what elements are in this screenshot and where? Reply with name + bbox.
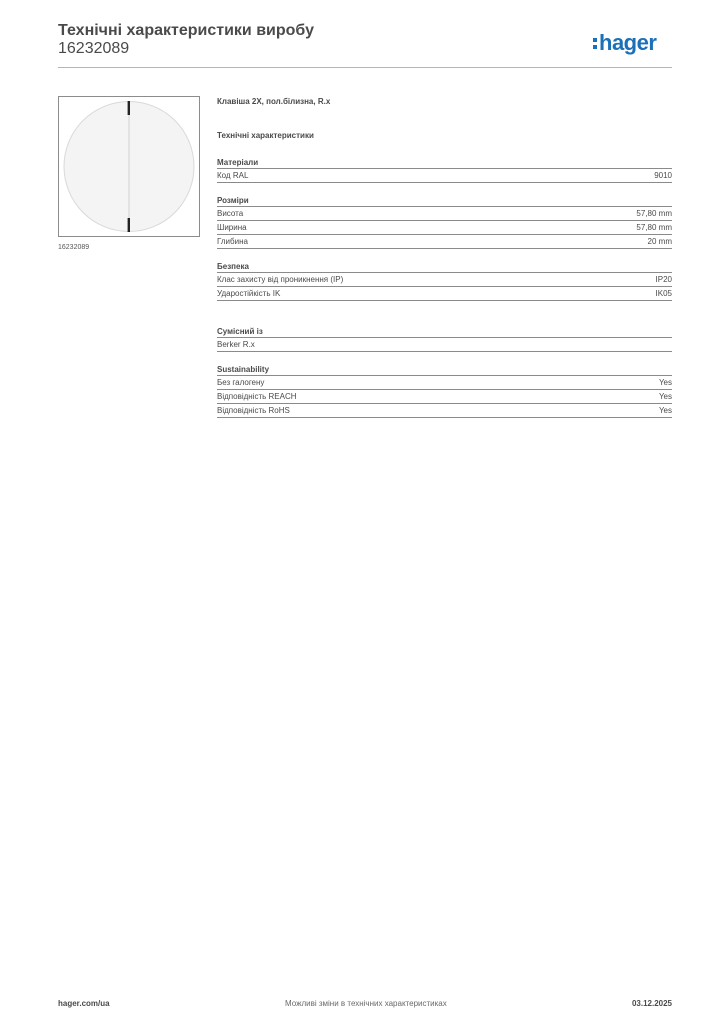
spec-label: Клас захисту від проникнення (IP) (217, 275, 344, 284)
spec-value: 9010 (654, 171, 672, 180)
spec-value: IP20 (655, 275, 672, 284)
spec-value: Yes (658, 378, 672, 387)
spec-label: Ударостійкість IK (217, 289, 281, 298)
spec-label: Глибина (217, 237, 248, 246)
spec-label: Без галогену (217, 378, 265, 387)
logo-mark-icon (593, 38, 597, 49)
logo-text: hager (599, 30, 657, 55)
spec-panel (217, 96, 672, 430)
image-caption: 16232089 (58, 244, 90, 251)
spec-label: Berker R.x (217, 340, 255, 349)
spec-label: Відповідність RoHS (217, 406, 290, 415)
spec-row (217, 273, 672, 287)
section-title: Sustainability (217, 364, 672, 376)
spec-row (217, 207, 672, 221)
product-image (58, 96, 200, 237)
spec-row (217, 169, 672, 183)
spec-row (217, 287, 672, 301)
section-safety (217, 261, 672, 301)
spec-label: Відповідність REACH (217, 392, 297, 401)
two-gang-rocker-switch-image (59, 97, 199, 236)
section-title: Безпека (217, 261, 672, 273)
spec-heading: Технічні характеристики (217, 131, 314, 140)
spec-row (217, 221, 672, 235)
spec-value: 20 mm (647, 237, 672, 246)
spec-value: Yes (658, 406, 672, 415)
header-divider (58, 67, 672, 68)
hager-logo (593, 30, 656, 56)
section-title: Розміри (217, 195, 672, 207)
spec-value: Yes (658, 392, 672, 401)
spec-row (217, 404, 672, 418)
spec-value: 57,80 mm (636, 209, 672, 218)
spec-value: 57,80 mm (636, 223, 672, 232)
spec-row (217, 390, 672, 404)
spec-value: IK05 (655, 289, 672, 298)
spec-row (217, 338, 672, 352)
section-title: Сумісний із (217, 326, 672, 338)
page-title: Технічні характеристики виробу (58, 22, 314, 39)
spec-row (217, 376, 672, 390)
footer-disclaimer: Можливі зміни в технічних характеристиках (285, 999, 447, 1008)
spec-row (217, 235, 672, 249)
footer-date: 03.12.2025 (631, 999, 672, 1008)
section-compatible (217, 326, 672, 352)
section-materials (217, 157, 672, 183)
product-name: Клавіша 2X, пол.білизна, R.x (217, 97, 331, 106)
spec-label: Ширина (217, 223, 247, 232)
section-title: Матеріали (217, 157, 672, 169)
spec-label: Висота (217, 209, 244, 218)
product-code: 16232089 (58, 40, 130, 57)
website-link[interactable]: hager.com/ua (58, 999, 110, 1008)
section-dimensions (217, 195, 672, 249)
section-sustainability (217, 364, 672, 418)
spec-label: Код RAL (217, 171, 249, 180)
